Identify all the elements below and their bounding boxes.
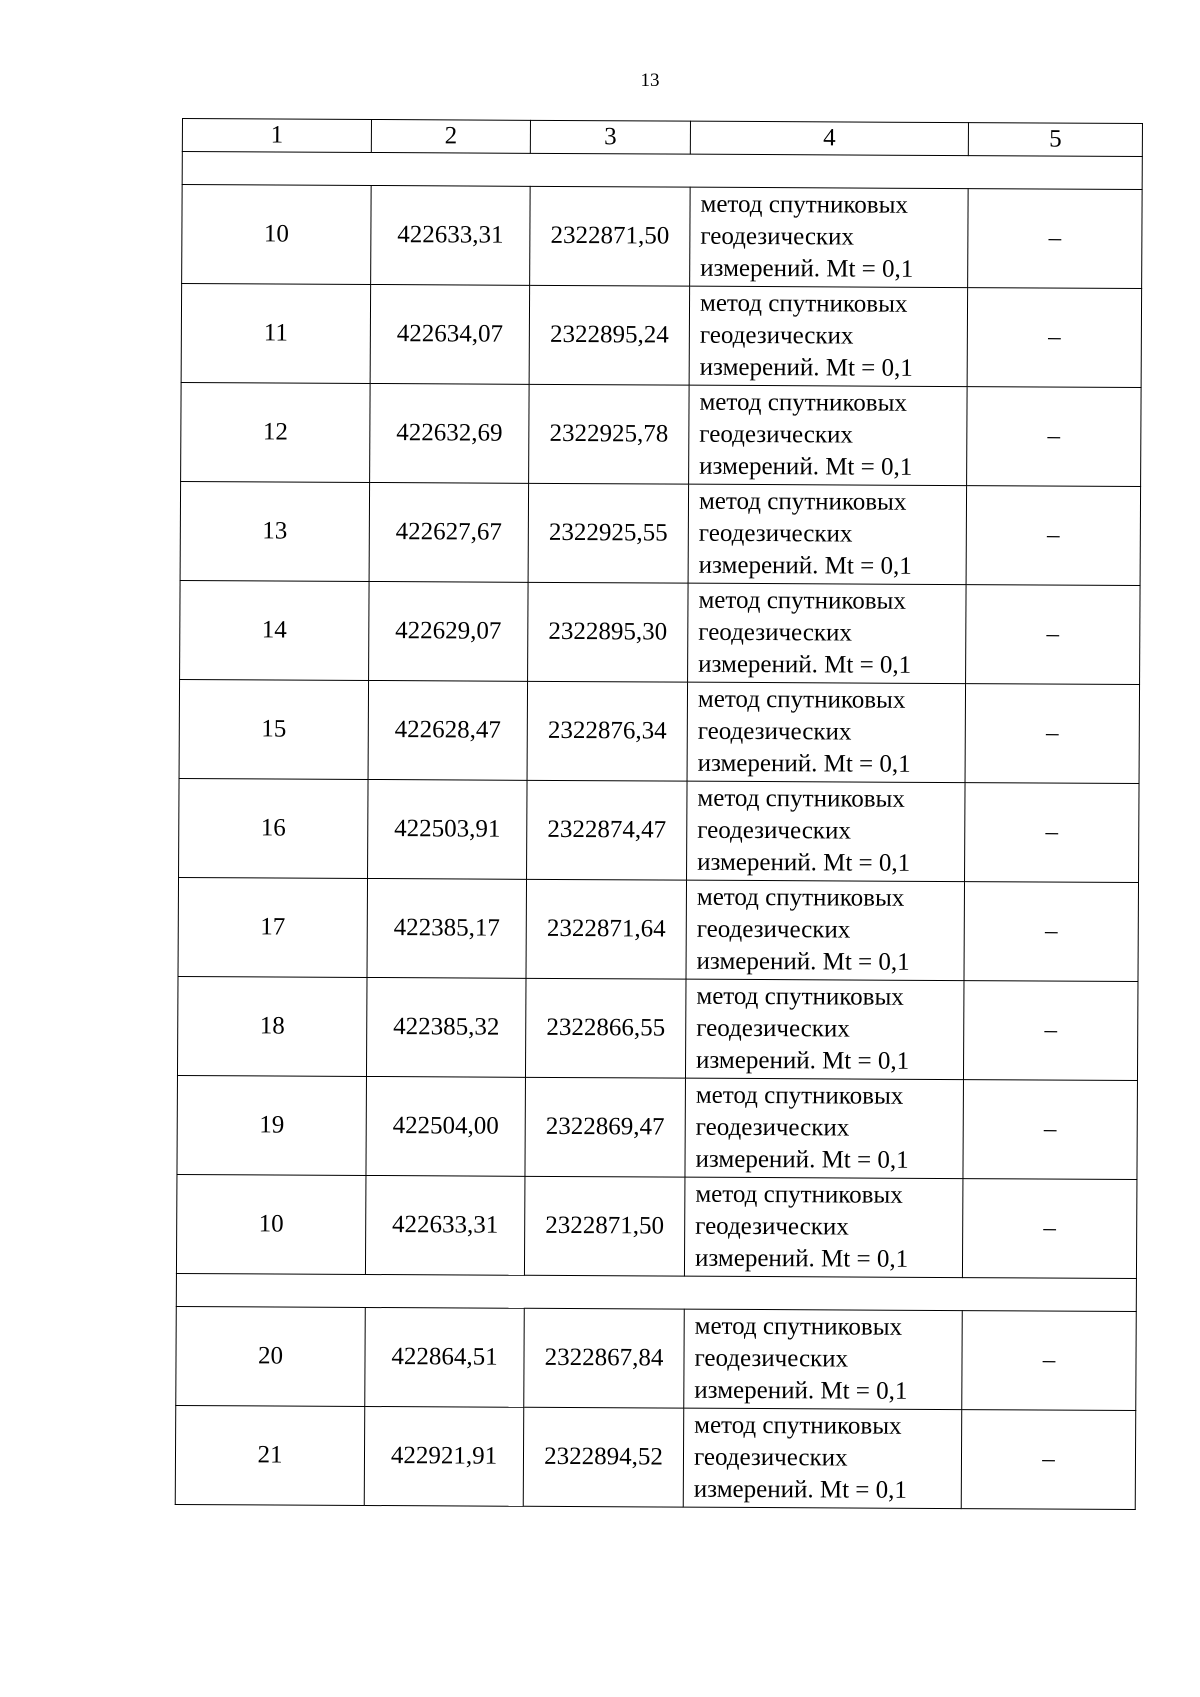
method-text-line: измерений. Mt = 0,1 (694, 1376, 908, 1405)
method-text-line: геодезических (693, 1443, 848, 1472)
method-text-line: измерений. Mt = 0,1 (698, 650, 912, 679)
y-coordinate-cell: 2322894,52 (523, 1407, 684, 1507)
method-text-line: геодезических (699, 321, 854, 350)
section-row (182, 152, 1142, 190)
method-text-line: метод спутниковых (694, 1312, 903, 1341)
note-cell: – (967, 288, 1142, 388)
method-text-line: измерений. Mt = 0,1 (697, 848, 911, 877)
note-cell: – (961, 1410, 1136, 1510)
method-text-line: метод спутниковых (699, 289, 908, 318)
method-text-line: геодезических (695, 1212, 849, 1241)
header-cell-4: 4 (690, 121, 968, 155)
point-number-cell: 15 (179, 679, 369, 779)
method-cell (689, 385, 968, 485)
method-cell (688, 484, 967, 584)
coordinates-table (175, 118, 1143, 1510)
x-coordinate-cell: 422385,32 (366, 977, 526, 1077)
method-text-line: геодезических (695, 1113, 850, 1142)
table-row (179, 778, 1140, 882)
header-cell-1: 1 (182, 119, 371, 153)
note-cell: – (965, 684, 1140, 784)
note-cell: – (964, 882, 1139, 982)
note-cell: – (962, 1179, 1137, 1279)
method-cell (687, 682, 966, 782)
point-number-cell: 11 (181, 284, 371, 384)
table-header-row (182, 119, 1142, 157)
note-cell: – (963, 1080, 1138, 1180)
method-text-line: метод спутниковых (696, 883, 905, 912)
method-text-line: измерений. Mt = 0,1 (698, 551, 912, 580)
method-cell (684, 1309, 963, 1409)
note-cell: – (968, 189, 1143, 289)
x-coordinate-cell: 422503,91 (368, 779, 528, 879)
note-cell: – (966, 486, 1141, 586)
table-row (176, 1306, 1137, 1410)
table-row (181, 382, 1142, 486)
y-coordinate-cell: 2322895,24 (529, 285, 690, 385)
x-coordinate-cell: 422864,51 (365, 1307, 525, 1407)
table-row (177, 1075, 1138, 1179)
method-text-line: метод спутниковых (696, 982, 904, 1011)
method-cell (685, 1078, 964, 1178)
method-text-line: измерений. Mt = 0,1 (699, 353, 913, 382)
table-row (182, 185, 1143, 289)
point-number-cell: 18 (177, 976, 367, 1076)
method-cell (683, 1408, 962, 1508)
method-cell (689, 286, 968, 386)
method-text-line: геодезических (698, 519, 853, 548)
method-text-line: измерений. Mt = 0,1 (694, 1244, 909, 1273)
point-number-cell: 14 (180, 580, 370, 680)
point-number-cell: 12 (181, 382, 371, 482)
y-coordinate-cell: 2322871,50 (524, 1176, 685, 1276)
point-number-cell: 20 (176, 1306, 366, 1406)
x-coordinate-cell: 422628,47 (368, 680, 528, 780)
method-text-line: измерений. Mt = 0,1 (697, 749, 911, 778)
x-coordinate-cell: 422504,00 (366, 1076, 526, 1176)
method-cell (686, 880, 965, 980)
note-cell: – (963, 981, 1138, 1081)
note-cell: – (962, 1311, 1137, 1411)
note-cell: – (965, 783, 1140, 883)
section-label-cell (182, 152, 1142, 190)
x-coordinate-cell: 422634,07 (370, 284, 530, 384)
point-number-cell: 16 (179, 778, 369, 878)
method-text-line: геодезических (700, 222, 855, 251)
x-coordinate-cell: 422385,17 (367, 878, 527, 978)
note-cell: – (966, 585, 1141, 685)
point-number-cell: 21 (175, 1405, 365, 1505)
method-cell (685, 979, 964, 1079)
x-coordinate-cell: 422633,31 (365, 1175, 525, 1275)
x-coordinate-cell: 422921,91 (364, 1406, 524, 1506)
method-text-line: геодезических (694, 1344, 849, 1373)
y-coordinate-cell: 2322869,47 (525, 1077, 686, 1177)
table-row (178, 877, 1139, 981)
x-coordinate-cell: 422627,67 (369, 482, 529, 582)
x-coordinate-cell: 422629,07 (369, 581, 529, 681)
table-row (177, 976, 1138, 1080)
y-coordinate-cell: 2322871,50 (530, 186, 691, 286)
method-cell (687, 781, 966, 881)
header-cell-5: 5 (968, 123, 1142, 157)
method-text-line: метод спутниковых (698, 586, 906, 615)
method-text-line: измерений. Mt = 0,1 (699, 452, 913, 481)
method-text-line: метод спутниковых (697, 685, 906, 714)
method-text-line: геодезических (697, 816, 851, 845)
point-number-cell: 19 (177, 1075, 367, 1175)
method-text-line: измерений. Mt = 0,1 (700, 254, 914, 283)
y-coordinate-cell: 2322876,34 (527, 681, 688, 781)
method-text-line: измерений. Mt = 0,1 (693, 1475, 907, 1504)
section-label-cell (176, 1273, 1136, 1311)
table-row (179, 679, 1140, 783)
table-row (181, 284, 1142, 388)
y-coordinate-cell: 2322925,55 (528, 483, 689, 583)
y-coordinate-cell: 2322866,55 (525, 978, 686, 1078)
y-coordinate-cell: 2322925,78 (529, 384, 690, 484)
coordinates-table-body (175, 119, 1142, 1510)
method-text-line: метод спутниковых (695, 1081, 904, 1110)
method-text-line: метод спутниковых (699, 388, 907, 417)
method-text-line: геодезических (699, 420, 854, 449)
method-cell (688, 583, 967, 683)
method-text-line: метод спутниковых (695, 1180, 903, 1209)
y-coordinate-cell: 2322874,47 (527, 780, 688, 880)
method-text-line: метод спутниковых (700, 190, 909, 219)
table-row (175, 1405, 1136, 1509)
note-cell: – (967, 387, 1142, 487)
method-text-line: метод спутниковых (694, 1411, 902, 1440)
point-number-cell: 10 (176, 1174, 366, 1274)
table-row (176, 1174, 1137, 1278)
point-number-cell: 17 (178, 877, 368, 977)
x-coordinate-cell: 422633,31 (371, 185, 531, 285)
point-number-cell: 10 (182, 185, 372, 285)
point-number-cell: 13 (180, 481, 370, 581)
method-text-line: геодезических (696, 915, 851, 944)
method-text-line: измерений. Mt = 0,1 (695, 1145, 909, 1174)
table-row (180, 580, 1141, 684)
method-text-line: измерений. Mt = 0,1 (696, 1046, 910, 1075)
y-coordinate-cell: 2322867,84 (524, 1308, 685, 1408)
section-row (176, 1273, 1136, 1311)
y-coordinate-cell: 2322895,30 (528, 582, 689, 682)
method-cell (690, 187, 969, 287)
header-cell-2: 2 (371, 119, 530, 153)
method-text-line: метод спутниковых (697, 784, 905, 813)
method-text-line: измерений. Mt = 0,1 (696, 947, 910, 976)
method-text-line: геодезических (697, 717, 852, 746)
table-row (180, 481, 1141, 585)
method-text-line: геодезических (696, 1014, 850, 1043)
method-text-line: геодезических (698, 618, 852, 647)
method-text-line: метод спутниковых (698, 487, 907, 516)
header-cell-3: 3 (530, 120, 690, 154)
y-coordinate-cell: 2322871,64 (526, 879, 687, 979)
x-coordinate-cell: 422632,69 (370, 383, 530, 483)
page-number: 13 (640, 70, 660, 91)
method-cell (684, 1177, 963, 1277)
